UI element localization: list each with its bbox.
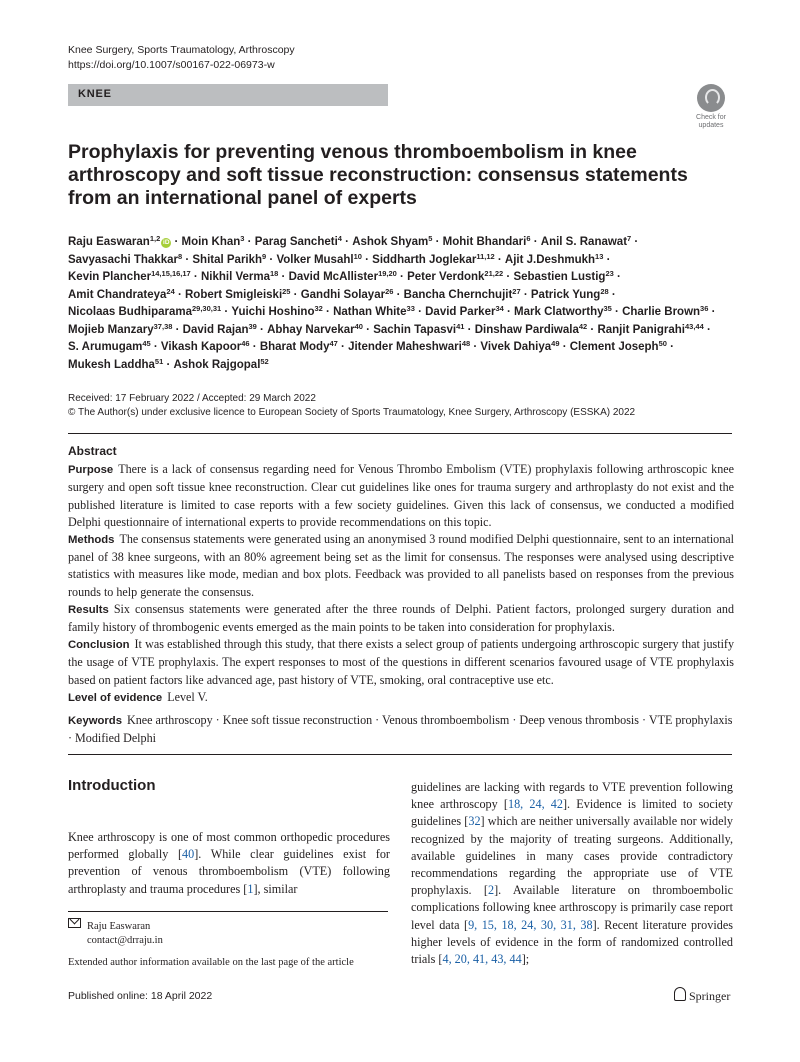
affiliation-number: 39 [248,321,257,331]
envelope-icon [68,918,81,928]
affiliation-number: 21,22 [484,269,504,278]
check-updates-label: Check for updates [696,114,726,129]
citation-link[interactable]: 40 [182,847,195,862]
author-name[interactable]: S. Arumugam$^{45}$ · [68,339,161,353]
author-name[interactable]: Moin Khan$^3$ · [181,234,255,248]
author-name[interactable]: Clement Joseph$^{50}$ · [569,339,674,353]
abstract-top-rule [68,433,732,434]
check-updates-icon [697,84,725,112]
author-name[interactable]: Gandhi Solayar$^{26}$ · [300,286,404,301]
affiliation-number: 34 [495,304,504,313]
citation-link[interactable]: 4, 20, 41, 43, 44 [442,952,522,967]
affiliation-number: 40 [354,321,363,331]
publisher-name: Springer [689,989,731,1003]
results-text: Six consensus statements were generated after the three rounds of Delphi. Patient factors, prolonged surgery duration and family history of thrombogenic events emerged as the main points to be taken into consideration for prophylaxis. [68,601,734,635]
abstract-conclusion [68,636,734,689]
affiliation-number: 50 [658,339,667,348]
footnote-rule [68,911,388,912]
keywords-label: Keywords [68,715,122,727]
author-name[interactable]: David Rajan$^{39}$ · [182,321,268,336]
conclusion-label: Conclusion [68,639,130,652]
author-name[interactable]: Parag Sancheti$^4$ · [254,234,353,248]
author-name[interactable]: Volker Musahl$^{10}$ · [276,251,373,266]
journal-name: Knee Surgery, Sports Traumatology, Arthroscopy [68,44,295,56]
affiliation-number: 32 [314,304,323,313]
published-online: Published online: 18 April 2022 [68,990,213,1002]
author-name[interactable]: Abhay Narvekar$^{40}$ · [267,321,374,336]
affiliation-number: 7 [627,234,632,243]
corresponding-author: Raju Easwaran [87,921,151,932]
publisher-logo [674,987,730,1004]
abstract-heading: Abstract [68,444,117,458]
abstract-level [68,689,734,707]
affiliation-number: 29,30,31 [191,304,222,313]
author-name[interactable]: Kevin Plancher$^{14,15,16,17}$ · [68,269,201,283]
keywords [68,712,734,747]
author-name[interactable]: Siddharth Joglekar$^{11,12}$ · [372,251,505,266]
author-name[interactable]: Nikhil Verma$^{18}$ · [200,269,289,283]
author-name[interactable]: Shital Parikh$^9$ · [192,251,277,266]
affiliation-number: 28 [600,286,609,296]
affiliation-number: 41 [456,321,465,331]
author-name[interactable]: David Parker$^{34}$ · [425,304,515,318]
affiliation-number: 18 [270,269,279,278]
affiliation-number: 52 [260,356,269,366]
corresponding-email[interactable]: contact@drraju.in [87,935,163,946]
purpose-text: There is a lack of consensus regarding need for Venous Thrombo Embolism (VTE) prophylaxis following arthroscopic knee surgery and open soft tissue knee reconstruction. Clear cut guidelines like ones for trauma surgery and arthroplasty do not exist and the published literature is limited to case reports with a few society guidelines. Given this lack of consensus, we conducted a modified Delphi questionnaire of international experts to provide recommendations on this topic. [68,462,734,529]
affiliation-number: 23 [605,269,614,278]
author-name[interactable]: Mohit Bhandari$^6$ · [442,234,541,248]
author-name[interactable]: Jitender Maheshwari$^{48}$ · [348,339,481,353]
affiliation-number: 45 [142,339,151,348]
abstract-methods [68,531,734,601]
affiliation-number: 11,12 [476,251,495,261]
author-name[interactable]: Vikash Kapoor$^{46}$ · [160,339,260,353]
affiliation-number: 6 [526,234,531,243]
affiliation-number: 47 [329,339,338,348]
abstract-results [68,601,734,636]
author-name[interactable]: Bancha Chernchujit$^{27}$ · [403,286,531,301]
affiliation-number: 27 [512,286,521,296]
affiliation-number: 36 [700,304,709,313]
author-name[interactable]: Vivek Dahiya$^{49}$ · [480,339,570,353]
methods-text: The consensus statements were generated using an anonymised 3 round modified Delphi questionnaire, sent to an international panel of 38 knee surgeons, with an 80% agreement being set as the limit for consensus. The responses were analysed using descriptive statistics with measures like mode, median and box plots. Feedback was provided to all panelists based on responses from the previous rounds to help generate the consensus. [68,532,734,599]
author-name[interactable]: Sebastien Lustig$^{23}$ · [513,269,621,283]
affiliation-number: 19,20 [378,269,397,278]
results-label: Results [68,603,109,616]
level-text: Level V. [167,689,208,704]
author-name[interactable]: Yuichi Hoshino$^{32}$ · [231,304,334,318]
author-name[interactable]: Charlie Brown$^{36}$ · [622,304,716,318]
abstract-purpose [68,461,734,531]
author-name[interactable]: Mukesh Laddha$^{51}$ · [68,356,174,371]
citation-link[interactable]: 1 [247,881,254,896]
affiliation-number: 3 [240,234,245,243]
affiliation-number: 33 [406,304,415,313]
affiliation-number: 1,2 [149,234,161,243]
author-name[interactable]: Sachin Tapasvi$^{41}$ · [373,321,475,336]
author-name[interactable]: Mark Clatworthy$^{35}$ · [514,304,623,318]
intro-right-column: guidelines are lacking with regards to VTE prevention following knee arthroscopy [18, 24, 42]. Evidence is limited to society guidelines [32] which are neither universally available nor widely recognized by the majority of treating surgeons. Additionally, available guidelines in many cases provide contradictory recommendations regarding the appropriate use of VTE prophylaxis. [2]. Available literature on thromboembolic complications following knee arthroscopy is primarily case report level data [9, 15, 18, 24, 30, 31, 38]. Recent literature provides higher levels of evidence in the form of randomized controlled trials [4, 20, 41, 43, 44]; [411,780,734,967]
author-name[interactable]: Ashok Rajgopal$^{52}$ [173,356,269,371]
affiliation-number: 49 [551,339,560,348]
affiliation-number: 9 [262,251,267,261]
article-title: Prophylaxis for preventing venous thromboembolism in knee arthroscopy and soft tissue reconstruction: consensus statements from an international panel of experts [68,141,688,209]
citation-link[interactable]: 9, 15, 18, 24, 30, 31, 38 [468,917,593,932]
author-name[interactable]: Amit Chandrateya$^{24}$ · [68,286,185,301]
author-name[interactable]: Patrick Yung$^{28}$ · [530,286,616,301]
abstract-section [68,443,734,707]
intro-left-column: Knee arthroscopy is one of most common orthopedic procedures performed globally [40]. While clear guidelines exist for prevention of venous thromboembolism (VTE) following arthroplasty and trauma procedures [1], similar [68,830,390,896]
citation-link[interactable]: 18, 24, 42 [507,797,563,812]
affiliation-number: 26 [385,286,394,296]
copyright-line: © The Author(s) under exclusive licence to European Society of Sports Traumatology, Knee Surgery, Arthroscopy (ESSKA) 2022 [68,407,636,418]
affiliation-number: 13 [595,251,604,261]
footnote [68,918,398,970]
author-name[interactable]: Robert Smigleiski$^{25}$ · [185,286,301,301]
purpose-label: Purpose [68,464,114,477]
affiliation-number: 24 [166,286,175,296]
author-name[interactable]: Dinshaw Pardiwala$^{42}$ · [474,321,598,336]
affiliation-number: 51 [154,356,164,366]
affiliation-number: 46 [241,339,250,348]
methods-label: Methods [68,534,115,547]
section-label: KNEE [78,88,112,100]
check-for-updates-badge[interactable] [689,84,733,128]
doi-link[interactable]: https://doi.org/10.1007/s00167-022-06973-w [68,59,275,71]
affiliation-number: 42 [578,321,588,331]
affiliation-number: 14,15,16,17 [151,269,191,278]
abstract-bottom-rule [68,754,732,755]
keywords-text: Knee arthroscopy · Knee soft tissue reconstruction · Venous thromboembolism · Deep venous thrombosis · VTE prophylaxis · Modified Delphi [68,713,733,746]
introduction-heading: Introduction [68,777,156,794]
author-name[interactable]: Nathan White$^{33}$ · [333,304,426,318]
author-name[interactable]: Raju Easwaran$^{1,2}$ iD · [68,234,182,248]
affiliation-number: 35 [603,304,612,313]
author-list [68,234,736,374]
affiliation-number: 25 [282,286,291,296]
citation-link[interactable]: 2 [487,883,495,898]
author-name[interactable]: Ashok Shyam$^5$ · [352,234,443,248]
affiliation-number: 37,38 [153,321,173,331]
author-name[interactable]: Nicolaas Budhiparama$^{29,30,31}$ · [68,304,232,318]
author-name[interactable]: Bharat Mody$^{47}$ · [259,339,349,353]
author-name[interactable]: David McAllister$^{19,20}$ · [288,269,408,283]
received-accepted: Received: 17 February 2022 / Accepted: 29 March 2022 [68,393,316,404]
article-dates [68,392,736,420]
citation-link[interactable]: 32 [468,814,481,829]
affiliation-number: 48 [461,339,471,348]
author-name[interactable]: Peter Verdonk$^{21,22}$ · [407,269,514,283]
affiliation-number: 43,44 [685,321,704,331]
affiliation-number: 10 [353,251,362,261]
orcid-icon[interactable]: iD [163,239,170,246]
author-name[interactable]: Savyasachi Thakkar$^8$ · [68,251,193,266]
section-label-bar [68,84,388,106]
affiliation-number: 8 [177,251,183,261]
extended-author-info: Extended author information available on the last page of the article [68,957,354,968]
author-name[interactable]: Ranjit Panigrahi$^{43,44}$ · [597,321,711,336]
journal-header [68,43,295,73]
conclusion-text: It was established through this study, that there exists a select group of patients undergoing arthroscopic surgery that justify the usage of VTE prophylaxis. The expert responses to most of the questions in different scenarios favoured usage of VTE prophylaxis based on patient factors like advanced age, past history of VTE, smoking, oral contraceptive use etc. [68,637,734,687]
author-name[interactable]: Mojieb Manzary$^{37,38}$ · [68,321,183,336]
springer-horse-icon [674,987,686,1001]
author-name[interactable]: Ajit J.Deshmukh$^{13}$ · [504,251,611,266]
author-name[interactable]: Anil S. Ranawat$^7$ · [540,234,639,248]
affiliation-number: 5 [428,234,433,243]
level-label: Level of evidence [68,691,163,704]
affiliation-number: 4 [337,234,342,243]
